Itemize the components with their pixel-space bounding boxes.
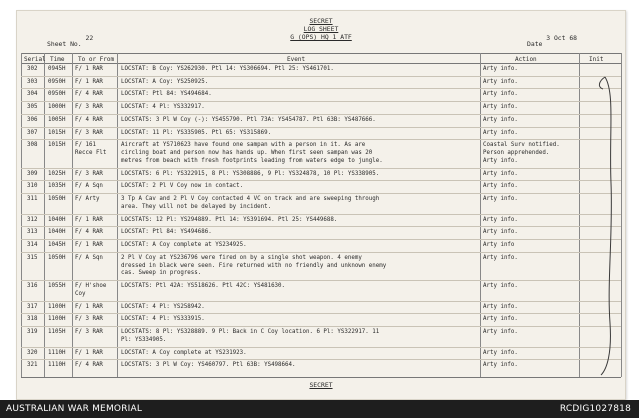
entry-time: 1040H [48,229,66,236]
entry-time: 1025H [48,170,66,177]
row-divider [21,214,621,215]
entry-event-line: area. They will not be delayed by incident. [121,203,272,210]
entry-event-line: 2 Pl V Coy at YS236796 were fired on by a single shot weapon. 4 enemy [121,254,362,261]
entry-event-line: 3 Tp A Cav and 2 Pl V Coy contacted 4 VC on track and are sweeping through [121,196,380,203]
row-divider [21,139,621,140]
entry-serial: 310 [27,183,38,190]
entry-from: F/ 4 RAR [75,229,103,236]
entry-from: F/ 3 RAR [75,129,103,136]
entry-from: F/ 3 RAR [75,329,103,336]
entry-time: 1100H [48,316,66,323]
entry-from: F/ 1 RAR [75,349,103,356]
entry-from: F/ 1 RAR [75,78,103,85]
entry-from: F/ 1 RAR [75,242,103,249]
row-divider [21,313,621,314]
entry-action-line: Person apprehended. [483,150,550,157]
archive-name: AUSTRALIAN WAR MEMORIAL [6,404,143,414]
row-divider [21,239,621,240]
entry-event-line: LOCSTAT: A Coy: YS250925. [121,78,209,85]
entry-event-line: LOCSTATS: 6 Pl: YS322915, 8 Pl: YS308886, 9 Pl: YS324878, 10 Pl: YS338905. [121,170,380,177]
date-value: 3 Oct 68 [546,34,578,42]
log-sheet [16,10,626,400]
sheet-label: Sheet No. [47,40,82,48]
entry-action-line: Arty info. [483,157,518,164]
entry-serial: 307 [27,129,38,136]
row-divider [21,76,621,77]
entry-action-line: Arty info. [483,183,518,190]
entry-from: F/ 3 RAR [75,104,103,111]
entry-time: 1100H [48,303,66,310]
entry-from: F/ 4 RAR [75,116,103,123]
unit-name: G (OPS) HQ 1 ATF [290,33,352,41]
row-divider [21,359,621,360]
sheet-title: LOG SHEET [303,25,339,33]
classification-bottom: SECRET [309,381,333,389]
entry-action-line: Arty info. [483,78,518,85]
row-divider [21,301,621,302]
entry-from: F/ 1 RAR [75,303,103,310]
entry-from: F/ Arty [75,196,100,203]
entry-from: F/ A Sqn [75,183,103,190]
entry-action-line: Arty info. [483,91,518,98]
row-divider [21,101,621,102]
date-label: Date [527,40,543,48]
entry-time: 1055H [48,283,66,290]
entry-event-line: Aircraft at YS710623 have found one sampan with a person in it. As are [121,142,366,149]
entry-serial: 316 [27,283,38,290]
entry-serial: 302 [27,66,38,72]
col-header-action: Action [515,56,537,63]
row-divider [21,180,621,181]
entry-event-line: LOCSTATS: 3 Pl W Coy: YS460797. Ptl 63B: YS498664. [121,362,296,369]
entry-serial: 315 [27,254,38,261]
date-field [527,34,578,48]
entry-event-line: LOCSTAT: 4 Pl: YS332917. [121,104,205,111]
row-divider [21,127,621,128]
entry-serial: 308 [27,142,38,149]
entry-action-line: Arty info. [483,196,518,203]
col-header-serial: Serial [24,56,46,63]
entry-serial: 314 [27,242,38,249]
entry-event-line: circling boat and person now has hands up. When first seen sampan was 20 [121,150,373,157]
row-divider [21,168,621,169]
entry-from: F/ 3 RAR [75,170,103,177]
entry-action-line: Arty info. [483,66,518,72]
entry-serial: 306 [27,116,38,123]
entry-action-line: Arty info. [483,229,518,236]
row-divider [21,280,621,281]
sheet-number [47,34,94,48]
entry-serial: 304 [27,91,38,98]
entry-action-line: Arty info [483,242,515,249]
archive-footer [0,400,639,418]
entry-serial: 319 [27,329,38,336]
entry-action-line: Coastal Surv notified. [483,142,560,149]
entry-from: F/ 4 RAR [75,91,103,98]
entry-action-line: Arty info. [483,170,518,177]
row-divider [21,326,621,327]
entry-time: 0950H [48,78,66,85]
entry-event-line: LOCSTAT: A Coy complete at YS231923. [121,349,247,356]
row-divider [21,252,621,253]
entry-serial: 309 [27,170,38,177]
entry-time: 1035H [48,183,66,190]
entry-from: F/ 3 RAR [75,316,103,323]
entry-event-line: LOCSTAT: B Coy: YS262930. Ptl 14: YS306694. Ptl 25: YS461701. [121,66,334,72]
entry-serial: 321 [27,362,38,369]
col-header-init: Init [589,56,604,63]
col-rule [621,53,622,377]
header-bottom-rule [21,63,621,64]
entry-time: 1050H [48,196,66,203]
entry-event-line: LOCSTATS: 8 Pl: YS328889. 9 Pl: Back in C Coy location. 6 Pl: YS322917. 11 [121,329,380,336]
entry-action-line: Arty info. [483,116,518,123]
entry-time: 1045H [48,242,66,249]
entry-from: F/ 161 Recce Flt [75,142,107,157]
entry-action-line: Arty info. [483,362,518,369]
classification-top: SECRET [309,17,333,25]
entry-event-line: LOCSTATS: 12 Pl: YS294889. Ptl 14: YS391694. Ptl 25: YS449688. [121,216,338,223]
entry-serial: 313 [27,229,38,236]
entry-time: 1110H [48,349,66,356]
entry-event-line: LOCSTAT: 4 Pl: YS333915. [121,316,205,323]
entry-action-line: Arty info. [483,283,518,290]
entry-serial: 318 [27,316,38,323]
archive-reference: RCDIG1027818 [559,404,631,414]
entry-serial: 312 [27,216,38,223]
entry-action-line: Arty info. [483,316,518,323]
entry-from: F/ A Sqn [75,254,103,261]
entry-event-line: Pl: YS334905. [121,336,167,343]
entry-event-line: LOCSTATS: 3 Pl W Coy (-): YS455790. Ptl 73A: YS454787. Ptl 63B: YS487666. [121,116,376,123]
entry-event-line: dressed in black were seen. Fire returned with no friendly and unknown enemy [121,262,387,269]
entry-time: 0950H [48,91,66,98]
entry-time: 1005H [48,116,66,123]
col-header-time: Time [50,56,65,63]
entry-from: F/ 4 RAR [75,362,103,369]
entry-action-line: Arty info. [483,129,518,136]
entry-serial: 320 [27,349,38,356]
entry-event-line: LOCSTAT: 2 Pl V Coy now in contact. [121,183,244,190]
entry-event-line: cas. Sweep in progress. [121,270,202,277]
table-bottom-rule [21,377,621,378]
row-divider [21,114,621,115]
entry-event-line: LOCSTAT: A Coy complete at YS234925. [121,242,247,249]
entry-time: 1015H [48,129,66,136]
table-top-rule [21,53,621,54]
entry-action-line: Arty info. [483,104,518,111]
entry-time: 0945H [48,66,66,72]
entry-serial: 317 [27,303,38,310]
entry-time: 1105H [48,329,66,336]
row-divider [21,193,621,194]
col-header-event: Event [287,56,306,63]
row-divider [21,226,621,227]
sheet-number-value: 22 [85,34,94,42]
entry-serial: 305 [27,104,38,111]
entry-time: 1110H [48,362,66,369]
entry-time: 1040H [48,216,66,223]
entry-event-line: LOCSTAT: 11 Pl: YS335905. Ptl 65: YS315869. [121,129,272,136]
entry-time: 1015H [48,142,66,149]
entry-serial: 303 [27,78,38,85]
entry-time: 1000H [48,104,66,111]
entry-from: F/ 1 RAR [75,216,103,223]
entry-event-line: LOCSTATS: Ptl 42A: YS518626. Ptl 42C: YS481630. [121,283,286,290]
entry-action-line: Arty info. [483,216,518,223]
row-divider [21,88,621,89]
entry-from: F/ H'shoe Coy [75,283,107,297]
entry-event-line: LOCSTAT: Ptl 84: YS494686. [121,229,212,236]
entry-from: F/ 1 RAR [75,66,103,72]
entry-action-line: Arty info. [483,329,518,336]
entry-event-line: metres from beach with fresh footprints leading from waters edge to jungle. [121,157,383,164]
entry-serial: 311 [27,196,38,203]
entry-action-line: Arty info. [483,254,518,261]
entry-action-line: Arty info. [483,349,518,356]
row-divider [21,347,621,348]
entry-time: 1050H [48,254,66,261]
entry-event-line: LOCSTAT: Ptl 84: YS494684. [121,91,212,98]
col-header-to-from: To or From [78,56,115,63]
entry-event-line: LOCSTAT: 4 Pl: YS258942. [121,303,205,310]
entry-action-line: Arty info. [483,303,518,310]
